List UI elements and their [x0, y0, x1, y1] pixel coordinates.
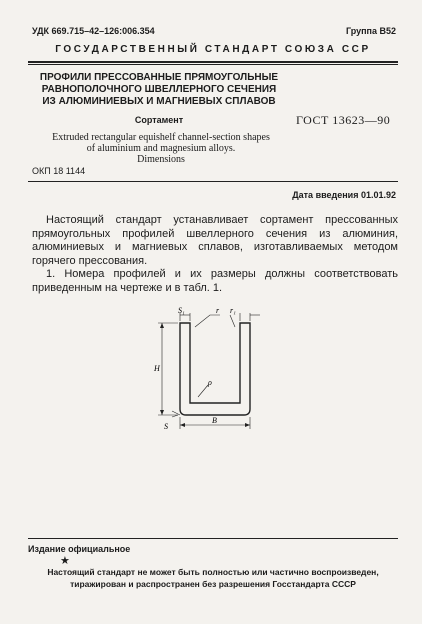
title-ru-line: ИЗ АЛЮМИНИЕВЫХ И МАГНИЕВЫХ СПЛАВОВ: [42, 96, 276, 107]
title-ru-line: РАВНОПОЛОЧНОГО ШВЕЛЛЕРНОГО СЕЧЕНИЯ: [41, 84, 277, 95]
channel-outline: [180, 323, 250, 415]
footer-rule: [28, 538, 398, 539]
header-rule: [28, 61, 398, 63]
title-en-line: Dimensions: [137, 154, 185, 165]
label-rho: ρ: [208, 378, 212, 387]
subtitle-ru: Сортамент: [134, 115, 184, 125]
title-ru-line: ПРОФИЛИ ПРЕССОВАННЫЕ ПРЯМОУГОЛЬНЫЕ: [39, 72, 279, 83]
notice-line: Настоящий стандарт не может быть полностью или частично воспроизведен,: [47, 567, 379, 577]
channel-profile-drawing: [150, 305, 280, 435]
section-rule: [28, 181, 398, 182]
label-s1: S₁: [178, 306, 185, 315]
effective-date: Дата введения 01.01.92: [292, 190, 396, 200]
label-r1: r₁: [230, 306, 236, 315]
body-text: [32, 214, 398, 295]
group-code: Группа В52: [345, 26, 396, 36]
title-en: [32, 132, 290, 165]
copyright-notice: [30, 566, 396, 590]
label-b: B: [212, 416, 217, 425]
label-h: H: [154, 364, 160, 373]
body-paragraph: 1. Номера профилей и их размеры должны соответствовать приведенным на чертеже и в табл. 1.: [32, 268, 398, 294]
notice-line: тиражирован и распространен без разрешения Госстандарта СССР: [70, 579, 356, 589]
title-en-line: Extruded rectangular equishelf channel-section shapes: [52, 132, 270, 143]
body-paragraph: Настоящий стандарт устанавливает сортамент прессованных прямоугольных профилей швеллерного сечения из алюминия, алюминиевых и магниевых сплавов, изготавливаемых методом горячего прессования.: [32, 214, 398, 267]
standard-banner: ГОСУДАРСТВЕННЫЙ СТАНДАРТ СОЮЗА ССР: [55, 44, 371, 55]
official-edition: Издание официальное: [28, 544, 131, 554]
header-rule-thin: [28, 64, 398, 65]
title-en-line: of aluminium and magnesium alloys.: [86, 143, 236, 154]
label-s: S: [164, 422, 168, 431]
title-ru: [34, 72, 284, 108]
okp-code: ОКП 18 1144: [32, 166, 86, 176]
udk-code: УДК 669.715–42–126:006.354: [32, 26, 155, 36]
star-icon: ★: [60, 555, 70, 567]
label-r: r: [216, 306, 220, 315]
gost-number: ГОСТ 13623—90: [296, 113, 391, 127]
